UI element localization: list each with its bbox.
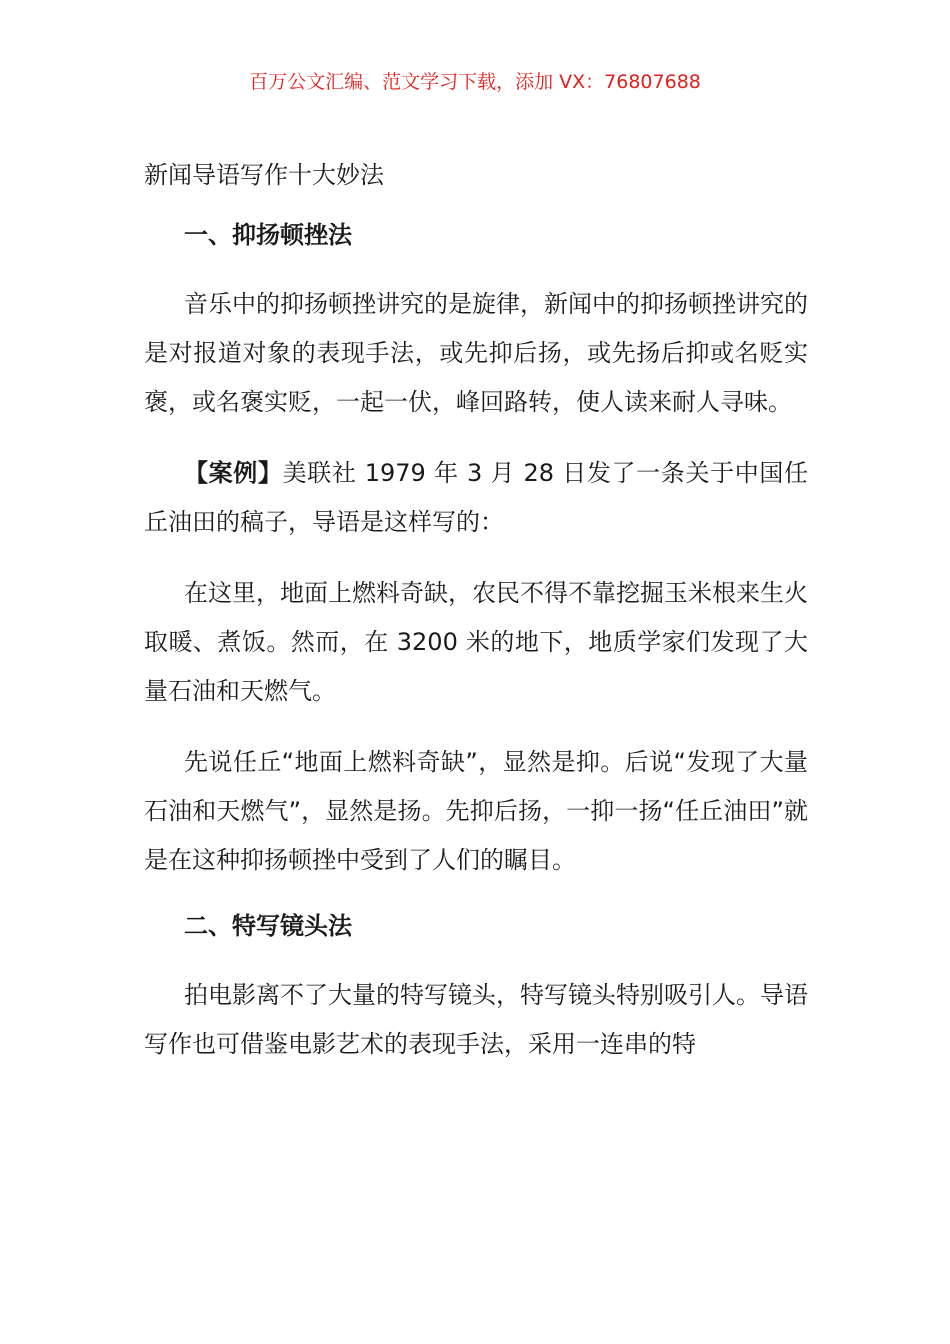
section-1-intro-paragraph: 音乐中的抑扬顿挫讲究的是旋律，新闻中的抑扬顿挫讲究的是对报道对象的表现手法，或先抑后扬，或先扬后抑或名贬实褒，或名褒实贬，一起一伏，峰回路转，使人读来耐人寻味。 xyxy=(144,290,808,416)
header-download-note: 百万公文汇编、范文学习下载，添加 VX：76807688 xyxy=(249,71,701,93)
section-heading-1: 一、抑扬顿挫法 xyxy=(184,221,352,249)
document-title: 新闻导语写作十大妙法 xyxy=(144,161,384,189)
analysis-paragraph: 先说任丘“地面上燃料奇缺”，显然是抑。后说“发现了大量石油和天燃气”，显然是扬。先抑后扬，一抑一扬“任丘油田”就是在这种抑扬顿挫中受到了人们的瞩目。 xyxy=(144,748,808,874)
case-text: 美联社 1979 年 3 月 28 日发了一条关于中国任丘油田的稿子，导语是这样写的： xyxy=(144,459,808,536)
quoted-lead-paragraph: 在这里，地面上燃料奇缺，农民不得不靠挖掘玉米根来生火取暖、煮饭。然而，在 3200 米的地下，地质学家们发现了大量石油和天燃气。 xyxy=(144,579,808,705)
case-label: 【案例】 xyxy=(184,459,283,487)
case-paragraph xyxy=(144,449,808,547)
section-heading-2: 二、特写镜头法 xyxy=(184,912,352,940)
section-2-intro-paragraph: 拍电影离不了大量的特写镜头，特写镜头特别吸引人。导语写作也可借鉴电影艺术的表现手法，采用一连串的特 xyxy=(144,981,808,1058)
document-body xyxy=(144,156,808,1091)
